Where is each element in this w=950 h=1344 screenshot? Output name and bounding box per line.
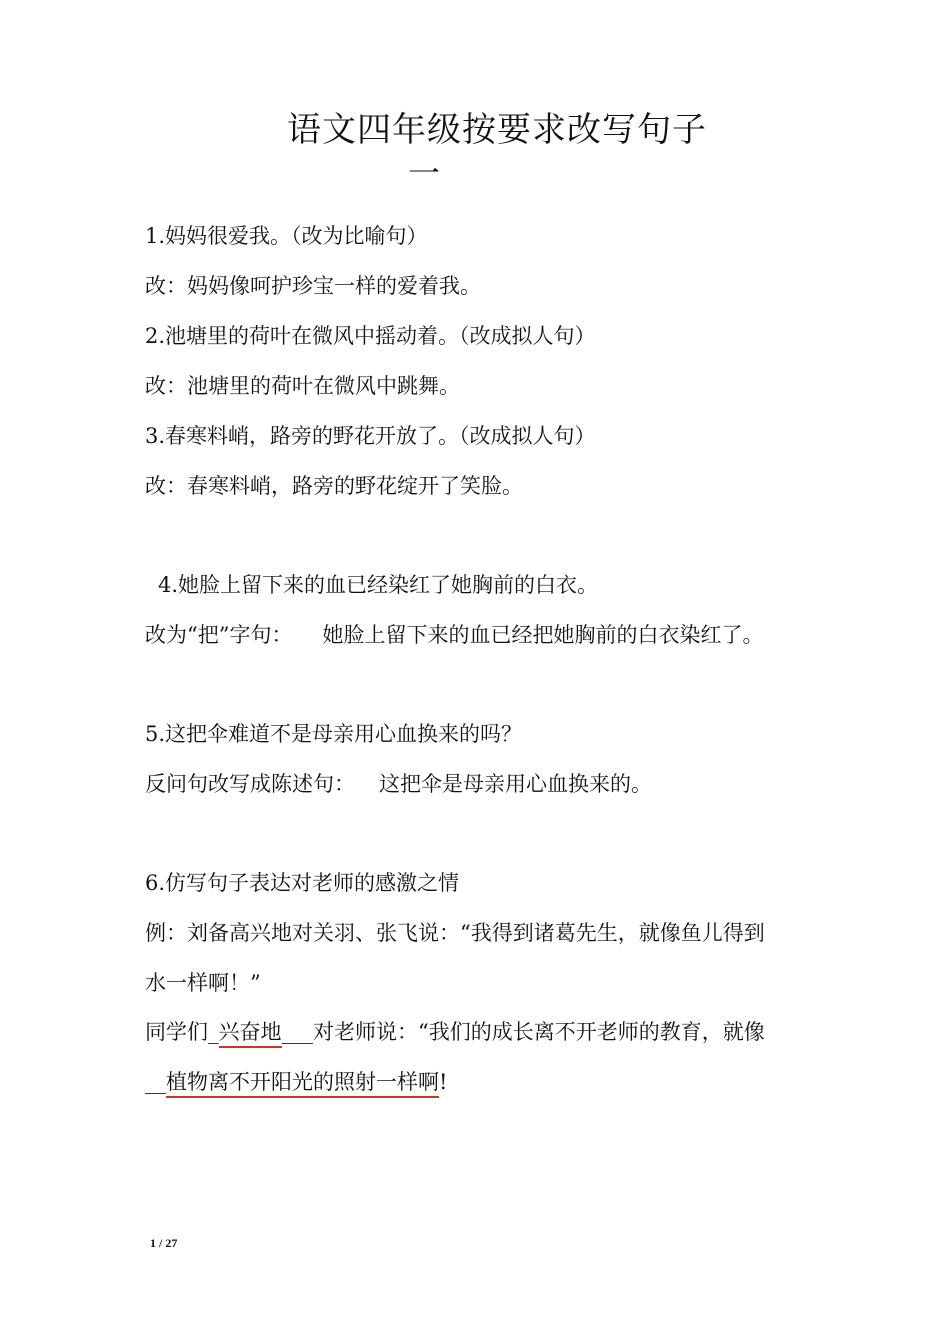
answer-3: 改：春寒料峭，路旁的野花绽开了笑脸。 [145,474,523,498]
question-1: 1.妈妈很爱我。（改为比喻句） [145,224,428,248]
fill-blank-1: 兴奋地 [219,1020,282,1048]
fill-in-line-1 [145,1022,765,1043]
document-title: 语文四年级按要求改写句子 [287,110,707,150]
question-4: 4.她脸上留下来的血已经染红了她胸前的白衣。 [158,573,599,597]
question-3: 3.春寒料峭，路旁的野花开放了。（改成拟人句） [145,424,596,448]
page-number: 1 / 27 [150,1236,178,1250]
answer-2: 改：池塘里的荷叶在微风中跳舞。 [145,374,460,398]
question-2: 2.池塘里的荷叶在微风中摇动着。（改成拟人句） [145,324,596,348]
question-6: 6.仿写句子表达对老师的感激之情 [145,871,460,895]
answer-5-prefix: 反问句改写成陈述句： [145,772,355,796]
answer-4-prefix: 改为“把”字句： [145,623,293,647]
document-subtitle: 一 [408,154,441,192]
answer-4-text: 她脸上留下来的血已经把她胸前的白衣染红了。 [322,623,764,647]
fill-line-2-end: ! [439,1070,448,1094]
answer-5 [145,774,652,795]
fill-middle: ___对老师说：“我们的成长离不开老师的教育，就像 [281,1020,765,1044]
example-line-2: 水一样啊！” [145,971,261,995]
answer-4 [145,625,763,646]
fill-line-2-prefix: __ [145,1070,166,1094]
example-line-1: 例：刘备高兴地对关羽、张飞说：“我得到诸葛先生，就像鱼儿得到 [145,921,765,945]
answer-1: 改：妈妈像呵护珍宝一样的爱着我。 [145,274,481,298]
question-5: 5.这把伞难道不是母亲用心血换来的吗？ [145,722,523,746]
fill-prefix: 同学们_ [145,1020,219,1044]
answer-5-text: 这把伞是母亲用心血换来的。 [379,772,652,796]
fill-in-line-2 [145,1072,447,1093]
fill-blank-2: 植物离不开阳光的照射一样啊 [166,1070,439,1098]
